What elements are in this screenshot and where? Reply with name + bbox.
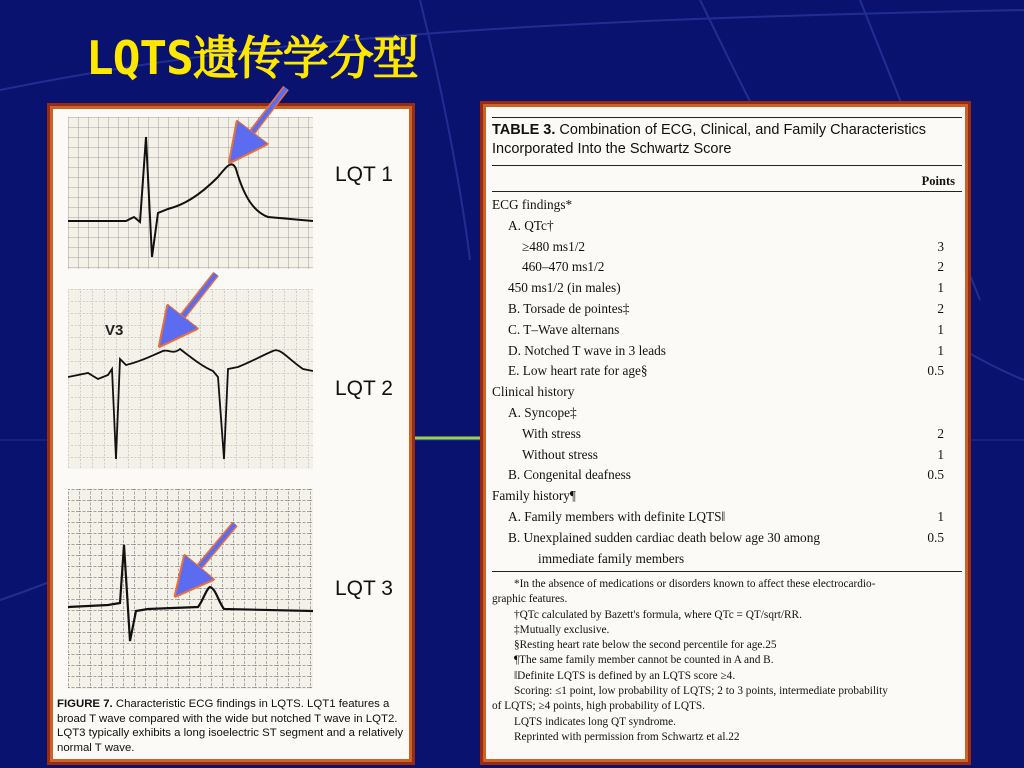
footnote-line: of LQTS; ≥4 points, high probability of LQTS. <box>492 700 705 713</box>
slide-title: LQTS遗传学分型 <box>86 31 418 85</box>
footnote-line: LQTS indicates long QT syndrome. <box>514 715 677 728</box>
row-text: A. Syncope‡ <box>508 404 577 420</box>
lqt2-label: LQT 2 <box>335 377 393 400</box>
row-points: 0.5 <box>927 363 944 379</box>
row-text: C. T–Wave alternans <box>508 321 620 337</box>
row-text: B. Unexplained sudden cardiac death below age 30 among <box>508 529 821 545</box>
footnote-line: ‡Mutually exclusive. <box>514 623 610 636</box>
row-text: D. Notched T wave in 3 leads <box>508 342 666 358</box>
row-points: 3 <box>937 238 944 254</box>
row-text: Without stress <box>522 446 598 462</box>
row-text: A. Family members with definite LQTS‖ <box>508 508 726 524</box>
row-text: ≥480 ms1/2 <box>522 238 586 254</box>
arrow-lqt2 <box>164 274 216 340</box>
table-title-label: TABLE 3. <box>492 122 556 138</box>
lqt3-label: LQT 3 <box>335 577 393 600</box>
footnote-line: Scoring: ≤1 point, low probability of LQTS; 2 to 3 points, intermediate probability <box>514 685 888 698</box>
row-text: ECG findings* <box>492 197 573 212</box>
footnote-line: Reprinted with permission from Schwartz et al.22 <box>514 730 740 743</box>
row-text: E. Low heart rate for age§ <box>508 363 648 379</box>
arrow-lqt1 <box>234 88 286 156</box>
lqt1-label: LQT 1 <box>335 163 393 186</box>
figure-caption-label: FIGURE 7. <box>57 698 113 710</box>
row-text: immediate family members <box>538 550 685 566</box>
row-text: A. QTc† <box>508 217 554 233</box>
row-points: 2 <box>937 300 944 316</box>
footnote-line: †QTc calculated by Bazett's formula, where QTc = QT/sqrt/RR. <box>514 608 802 621</box>
points-column-header: Points <box>921 174 955 188</box>
footnote-line: *In the absence of medications or disorders known to affect these electrocardio- <box>514 578 876 590</box>
row-points: 1 <box>937 321 944 337</box>
footnote-line: ‖Definite LQTS is defined by an LQTS score ≥4. <box>514 669 736 682</box>
row-points: 0.5 <box>927 467 944 483</box>
row-text: 460–470 ms1/2 <box>522 259 605 275</box>
figure-caption-text: Characteristic ECG findings in LQTS. LQT1 features a broad T wave compared with the wide but notched T wave in LQT2. LQT3 typically exhibits a long isoelectric ST segment and a relatively normal T wave. <box>57 698 404 754</box>
row-text: B. Congenital deafness <box>508 467 631 483</box>
lead-v3-label: V3 <box>105 322 124 339</box>
row-text: B. Torsade de pointes‡ <box>508 300 630 316</box>
arrow-lqt3 <box>180 524 235 590</box>
row-text: Clinical history <box>492 384 575 400</box>
row-points: 1 <box>937 280 944 296</box>
row-points: 2 <box>937 425 944 441</box>
row-points: 1 <box>937 508 944 524</box>
row-points: 1 <box>937 446 944 462</box>
row-text: 450 ms1/2 (in males) <box>508 280 621 296</box>
row-points: 1 <box>937 342 944 358</box>
table-title-text: Combination of ECG, Clinical, and Family Characteristics Incorporated Into the Schwartz Score <box>492 122 927 157</box>
row-text: Family history¶ <box>492 488 576 504</box>
footnote-line: ¶The same family member cannot be counted in A and B. <box>514 654 774 667</box>
row-points: 2 <box>937 259 944 275</box>
row-points: 0.5 <box>927 529 944 545</box>
footnote-line: graphic features. <box>492 593 568 606</box>
footnote-line: §Resting heart rate below the second percentile for age.25 <box>514 639 777 652</box>
row-text: With stress <box>522 425 581 441</box>
